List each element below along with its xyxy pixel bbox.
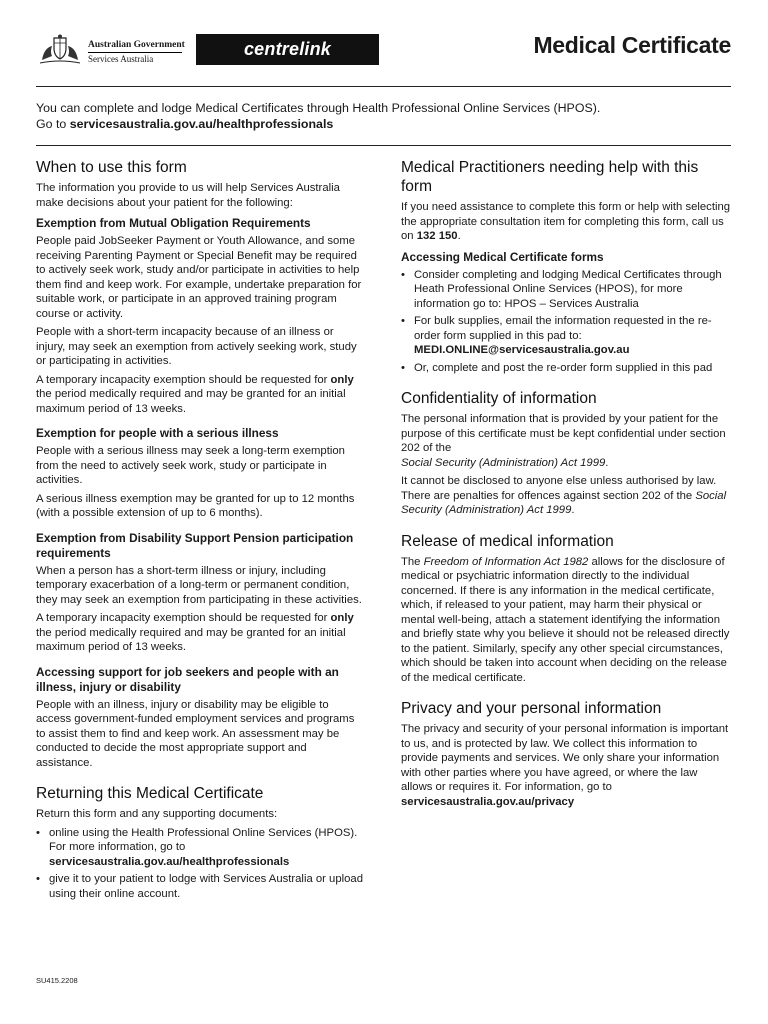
government-wordmark bbox=[88, 40, 185, 65]
hpos-link-2[interactable]: servicesaustralia.gov.au/healthprofessionals bbox=[49, 855, 290, 868]
heading-when-to-use: When to use this form bbox=[36, 159, 187, 176]
email-link[interactable]: MEDI.ONLINE@servicesaustralia.gov.au bbox=[414, 344, 630, 356]
list-item: • Or, complete and post the re-order form supplied in this pad bbox=[414, 361, 731, 376]
intro-text bbox=[36, 100, 731, 132]
page-title: Medical Certificate bbox=[533, 32, 731, 58]
centrelink-logo: centrelink bbox=[196, 34, 379, 65]
hpos-link[interactable]: servicesaustralia.gov.au/healthprofessionals bbox=[69, 117, 334, 131]
heading-release: Release of medical information bbox=[401, 532, 614, 550]
list-item: • give it to your patient to lodge with Services Australia or upload using their online account. bbox=[49, 872, 366, 901]
intro-divider bbox=[36, 145, 731, 146]
heading-dsp: Exemption from Disability Support Pension participation requirements bbox=[36, 530, 354, 560]
section-practitioner-help: Medical Practitioners needing help with this form If you need assistance to complete this form or help with selecting the appropriate consultation item for completing this form, call us on 132 150. bbox=[401, 159, 731, 242]
section-dsp: Exemption from Disability Support Pension participation requirements When a person has a short-term illness or injury, including temporary exacerbation of a long-term or permanent condition, they may seek an exemption from participating in these activities. A temporary incapacity exemption should be requested for only the period medically required and may be granted for an initial maximum period of 13 weeks. bbox=[36, 531, 366, 655]
section-privacy: Privacy and your personal information The privacy and security of your personal information is important to us, and is protected by law. We collect this information to provide payments and services. We only share your information with other parties where you have agreed, or where the law allows or requires it. For information, go to servicesaustralia.gov.au/privacy bbox=[401, 699, 731, 809]
heading-accessing-forms: Accessing Medical Certificate forms bbox=[401, 249, 604, 264]
phone-number[interactable]: 132 150 bbox=[416, 230, 458, 242]
list-item: • online using the Health Professional Online Services (HPOS). For more information, go to servicesaustralia.gov.au/healthprofessionals bbox=[49, 826, 366, 870]
section-mutual-obligation: Exemption from Mutual Obligation Requirements People paid JobSeeker Payment or Youth Allowance, and some receiving Parenting Payment or Special Benefit may be required to actively seek work, study and/or participate in activities to help them find and keep work. For example, undertake preparation for suitable work, or participate in an approved training program course or activity. People with a short-term incapacity because of an illness or injury, may seek an exemption from actively seeking work, study or participating in activities. A temporary incapacity exemption should be requested for only the period medically required and may be granted for an initial maximum period of 13 weeks. bbox=[36, 216, 366, 416]
intro-line-1: You can complete and lodge Medical Certificates through Health Professional Online Services (HPOS). bbox=[36, 101, 601, 115]
heading-serious-illness: Exemption for people with a serious illness bbox=[36, 426, 279, 440]
left-column bbox=[36, 158, 366, 905]
heading-returning: Returning this Medical Certificate bbox=[36, 785, 264, 802]
section-confidentiality: Confidentiality of information The personal information that is provided by your patient for the purpose of this certificate must be kept confidential under section 202 of the Social Security (Administration) Act 1999. It cannot be disclosed to anyone else unless authorised by law. There are penalties for offences against section 202 of the Social Security (Administration) Act 1999. bbox=[401, 389, 731, 518]
heading-confidentiality: Confidentiality of information bbox=[401, 390, 597, 407]
heading-practitioner-help: Medical Practitioners needing help with this form bbox=[401, 159, 699, 195]
list-item: • For bulk supplies, email the information requested in the re-order form supplied in this pad to: MEDI.ONLINE@servicesaustralia.gov.au bbox=[414, 314, 731, 358]
section-job-seeker-support: Accessing support for job seekers and people with an illness, injury or disability People with an illness, injury or disability may be eligible to access government-funded employment services and programs to assist them to find and keep work. An assessment may be conducted to decide the most appropriate support and assistance. bbox=[36, 665, 366, 771]
gov-line-2: Services Australia bbox=[88, 54, 154, 64]
section-serious-illness: Exemption for people with a serious illness People with a serious illness may seek a long-term exemption from the need to actively seek work, study or participate in activities. A serious illness exemption may be granted for up to 12 months (with a possible extension of up to 6 months). bbox=[36, 426, 366, 521]
heading-job-seeker-support: Accessing support for job seekers and people with an illness, injury or disability bbox=[36, 664, 339, 694]
list-item: • Consider completing and lodging Medical Certificates through Heath Professional Online Services (HPOS), for more information go to: HPOS – Services Australia bbox=[414, 268, 731, 312]
form-code: SU415.2208 bbox=[36, 976, 78, 985]
section-when-to-use: When to use this form The information you provide to us will help Services Australia make decisions about your patient for the following: bbox=[36, 158, 366, 210]
header-divider bbox=[36, 86, 731, 87]
page-header bbox=[36, 30, 731, 86]
heading-privacy: Privacy and your personal information bbox=[401, 700, 662, 717]
gov-line-1: Australian Government bbox=[88, 40, 185, 50]
section-returning: Returning this Medical Certificate Return this form and any supporting documents: • online using the Health Professional Online Services (HPOS). For more information, go to servicesaustralia.gov.au/healthprofessionals • give it to your patient to lodge with Services Australia or upload using their online account. bbox=[36, 784, 366, 901]
returning-list bbox=[36, 826, 366, 902]
heading-mutual-obligation: Exemption from Mutual Obligation Requirements bbox=[36, 216, 311, 230]
privacy-link[interactable]: servicesaustralia.gov.au/privacy bbox=[401, 795, 575, 808]
forms-list bbox=[401, 268, 731, 376]
section-release: Release of medical information The Freedom of Information Act 1982 allows for the disclosure of medical or psychiatric information directly to the individual concerned. If there is any information in the medical certificate, which, if released to your patient, may harm their physical or mental well-being, attach a statement identifying the information and briefly state why you believe it should not be released directly to the patient. Similarly, specify any other special circumstances, which should be taken into account when deciding on the release of the medical certificate. bbox=[401, 532, 730, 684]
intro-line-2: Go to servicesaustralia.gov.au/healthprofessionals bbox=[36, 117, 334, 131]
section-accessing-forms bbox=[401, 250, 731, 376]
right-column bbox=[401, 158, 731, 813]
coat-of-arms-icon bbox=[36, 34, 84, 66]
